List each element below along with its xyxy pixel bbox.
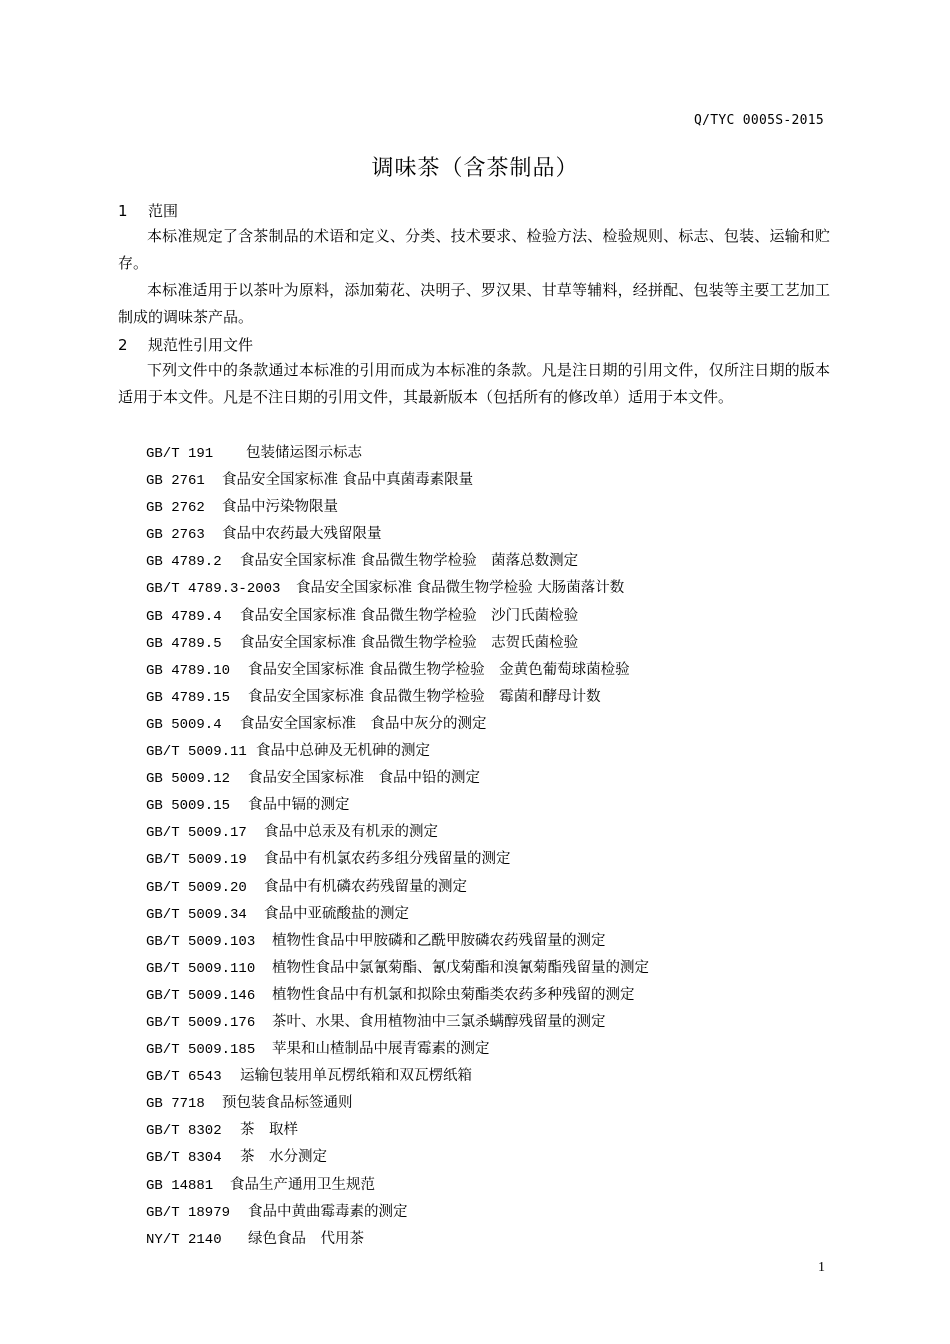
reference-title: 绿色食品 代用茶 (248, 1230, 364, 1247)
reference-title: 食品安全国家标准 食品微生物学检验 金黄色葡萄球菌检验 (248, 661, 630, 678)
reference-code: GB/T 5009.11 (146, 744, 247, 761)
reference-item (146, 440, 846, 467)
reference-title: 食品安全国家标准 食品微生物学检验 大肠菌落计数 (296, 580, 625, 597)
reference-item (146, 901, 846, 928)
reference-item (146, 1009, 846, 1036)
reference-code: GB/T 5009.176 (146, 1014, 256, 1031)
references-intro: 下列文件中的条款通过本标准的引用而成为本标准的条款。凡是注日期的引用文件，仅所注日期的版本适用于本文件。凡是不注日期的引用文件，其最新版本（包括所有的修改单）适用于本文件。 (118, 361, 830, 406)
reference-title: 植物性食品中甲胺磷和乙酰甲胺磷农药残留量的测定 (272, 932, 606, 949)
reference-item (146, 1144, 846, 1171)
reference-code: GB 14881 (146, 1177, 214, 1194)
reference-code: GB 7718 (146, 1096, 205, 1113)
reference-list (146, 440, 846, 1253)
reference-title: 食品中总砷及无机砷的测定 (256, 743, 430, 760)
reference-code: GB 5009.4 (146, 716, 222, 733)
reference-title: 食品中黄曲霉毒素的测定 (248, 1203, 408, 1220)
reference-code: GB 4789.5 (146, 635, 222, 652)
reference-item (146, 521, 846, 548)
reference-code: GB 4789.15 (146, 689, 231, 706)
reference-title: 食品中有机磷农药残留量的测定 (264, 878, 467, 895)
reference-title: 食品安全国家标准 食品中真菌毒素限量 (222, 472, 474, 489)
reference-title: 茶叶、水果、食用植物油中三氯杀螨醇残留量的测定 (272, 1013, 606, 1030)
section-2-heading (118, 334, 253, 355)
section-2-title: 规范性引用文件 (148, 336, 254, 354)
reference-item (146, 1226, 846, 1253)
reference-item (146, 1063, 846, 1090)
reference-code: GB/T 8302 (146, 1123, 222, 1140)
reference-title: 食品安全国家标准 食品中铅的测定 (248, 770, 480, 787)
reference-title: 茶 取样 (240, 1122, 298, 1139)
reference-item (146, 684, 846, 711)
reference-item (146, 955, 846, 982)
reference-code: GB/T 5009.34 (146, 906, 247, 923)
reference-code: NY/T 2140 (146, 1231, 222, 1248)
reference-code: GB/T 8304 (146, 1150, 222, 1167)
reference-code: GB/T 5009.103 (146, 933, 256, 950)
reference-item (146, 494, 846, 521)
reference-item (146, 575, 846, 602)
reference-code: GB 2761 (146, 473, 205, 490)
reference-code: GB 4789.2 (146, 554, 222, 571)
reference-item (146, 603, 846, 630)
reference-item (146, 928, 846, 955)
reference-item (146, 548, 846, 575)
reference-code: GB/T 5009.110 (146, 960, 256, 977)
section-1-heading (118, 200, 178, 221)
reference-item (146, 982, 846, 1009)
section-2-number: 2 (118, 336, 128, 354)
reference-item (146, 819, 846, 846)
reference-item (146, 738, 846, 765)
reference-title: 苹果和山楂制品中展青霉素的测定 (272, 1041, 490, 1058)
reference-code: GB/T 5009.19 (146, 852, 247, 869)
reference-code: GB/T 5009.146 (146, 987, 256, 1004)
scope-paragraph-2: 本标准适用于以茶叶为原料，添加菊花、决明子、罗汉果、甘草等辅料，经拼配、包装等主要工艺加工制成的调味茶产品。 (118, 281, 830, 326)
reference-title: 食品中农药最大残留限量 (222, 526, 382, 543)
reference-code: GB 5009.15 (146, 798, 231, 815)
reference-code: GB/T 18979 (146, 1204, 231, 1221)
reference-code: GB/T 5009.20 (146, 879, 247, 896)
reference-code: GB/T 4789.3-2003 (146, 581, 281, 598)
reference-title: 植物性食品中氯氰菊酯、氰戊菊酯和溴氰菊酯残留量的测定 (272, 959, 649, 976)
reference-title: 包装储运图示标志 (246, 445, 362, 461)
reference-item (146, 765, 846, 792)
reference-title: 食品生产通用卫生规范 (230, 1176, 375, 1193)
reference-title: 食品中亚硫酸盐的测定 (264, 905, 409, 922)
reference-item (146, 1199, 846, 1226)
reference-title: 茶 水分测定 (240, 1149, 327, 1166)
reference-title: 食品中镉的测定 (248, 797, 350, 814)
reference-title: 植物性食品中有机氯和拟除虫菊酯类农药多种残留的测定 (272, 986, 635, 1003)
reference-code: GB 2762 (146, 500, 205, 517)
reference-title: 食品中总汞及有机汞的测定 (264, 824, 438, 841)
reference-title: 运输包装用单瓦楞纸箱和双瓦楞纸箱 (240, 1068, 472, 1085)
page-number: 1 (818, 1260, 825, 1275)
reference-item (146, 467, 846, 494)
standard-code: Q/TYC 0005S-2015 (693, 113, 824, 128)
reference-title: 预包装食品标签通则 (222, 1095, 353, 1112)
reference-title: 食品中有机氯农药多组分残留量的测定 (264, 851, 511, 868)
reference-code: GB 5009.12 (146, 771, 231, 788)
reference-item (146, 630, 846, 657)
reference-code: GB 4789.4 (146, 608, 222, 625)
reference-title: 食品安全国家标准 食品微生物学检验 霉菌和酵母计数 (248, 688, 601, 705)
scope-paragraph-1: 本标准规定了含茶制品的术语和定义、分类、技术要求、检验方法、检验规则、标志、包装、运输和贮存。 (118, 227, 830, 272)
reference-title: 食品中污染物限量 (222, 499, 338, 516)
reference-title: 食品安全国家标准 食品微生物学检验 志贺氏菌检验 (240, 634, 579, 651)
reference-item (146, 1036, 846, 1063)
reference-item (146, 874, 846, 901)
reference-code: GB/T 6543 (146, 1069, 222, 1086)
reference-code: GB/T 5009.185 (146, 1042, 256, 1059)
reference-item (146, 657, 846, 684)
reference-code: GB 4789.10 (146, 662, 231, 679)
document-title: 调味茶（含茶制品） (371, 156, 579, 181)
reference-title: 食品安全国家标准 食品微生物学检验 菌落总数测定 (240, 553, 579, 570)
reference-item (146, 1090, 846, 1117)
reference-item (146, 1172, 846, 1199)
reference-title: 食品安全国家标准 食品微生物学检验 沙门氏菌检验 (240, 607, 579, 624)
reference-item (146, 792, 846, 819)
reference-item (146, 1117, 846, 1144)
section-1-title: 范围 (148, 202, 179, 220)
section-1-number: 1 (118, 202, 128, 220)
reference-code: GB/T 5009.17 (146, 825, 247, 842)
reference-item (146, 711, 846, 738)
reference-title: 食品安全国家标准 食品中灰分的测定 (240, 715, 487, 732)
reference-code: GB/T 191 (146, 446, 214, 462)
reference-code: GB 2763 (146, 527, 205, 544)
reference-item (146, 846, 846, 873)
